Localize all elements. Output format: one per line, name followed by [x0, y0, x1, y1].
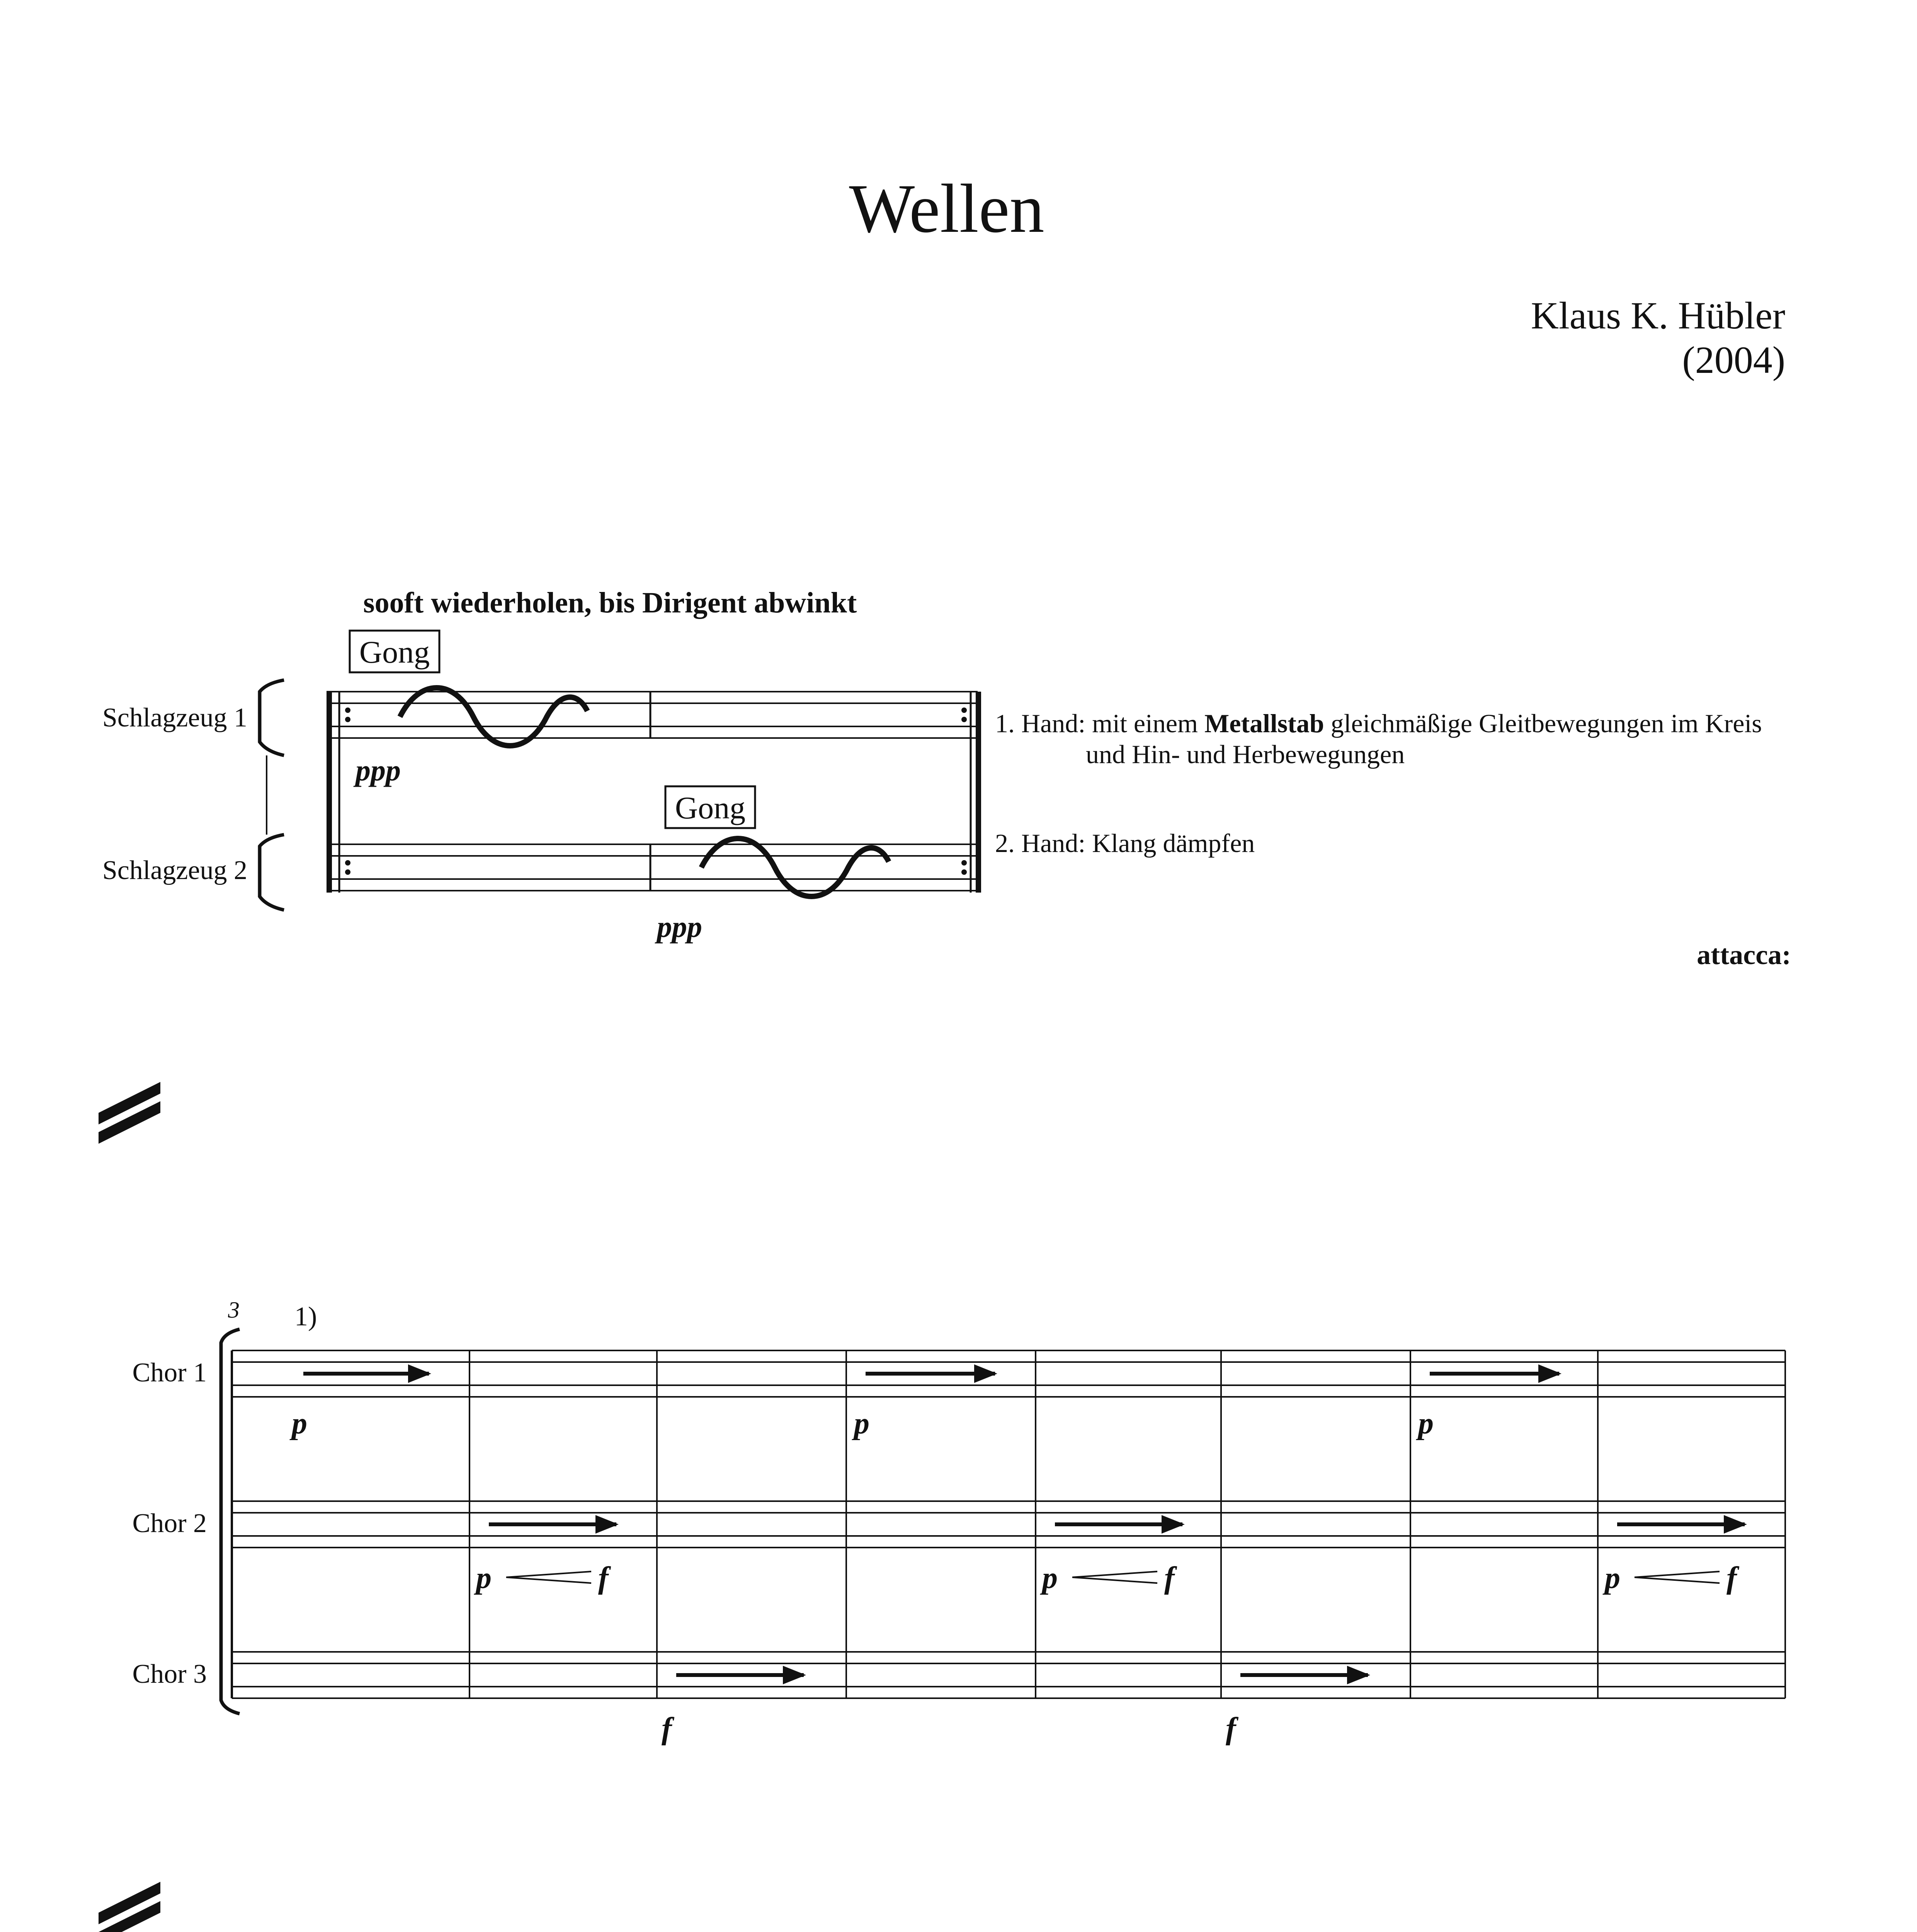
percussion-staff-1: [327, 692, 978, 738]
dynamic-p: p: [292, 1406, 307, 1440]
dynamic-f: f: [1726, 1561, 1737, 1595]
dynamics-system-2: [289, 1406, 1740, 1746]
attacca-label: attacca:: [1697, 939, 1791, 970]
repeat-end-barline: [961, 692, 978, 893]
staff-label-schlagzeug-1: Schlagzeug 1: [102, 703, 247, 733]
measure-number-3: 3: [228, 1297, 240, 1323]
gong-label-2: Gong: [675, 790, 746, 825]
dynamic-ppp-1: ppp: [356, 753, 401, 787]
system-separator-2: [99, 1882, 160, 1932]
dynamic-p: p: [854, 1406, 869, 1440]
crescendo-hairpins-system-2: [506, 1571, 1720, 1583]
system-bracket-2: [260, 835, 284, 910]
dynamic-p: p: [1605, 1561, 1620, 1595]
performance-note-hand-1-cont: und Hin- und Herbewegungen: [1086, 740, 1405, 769]
performance-note-hand-2: 2. Hand: Klang dämpfen: [995, 828, 1255, 858]
repeat-instruction: sooft wiederholen, bis Dirigent abwinkt: [363, 587, 857, 619]
breath-arrows-system-2: [303, 1374, 1745, 1675]
staff-label-chor-2: Chor 2: [132, 1509, 207, 1538]
dynamic-p: p: [1042, 1561, 1058, 1595]
dynamic-p: p: [476, 1561, 492, 1595]
choir-bracket-1: [221, 1329, 240, 1714]
dynamic-ppp-2: ppp: [657, 910, 702, 944]
choir-staff-system-2: [232, 1350, 1785, 1698]
dynamic-f: f: [662, 1712, 672, 1746]
composition-year: (2004): [1682, 338, 1785, 381]
wave-gesture-1: [400, 688, 587, 746]
wave-gesture-2: [701, 838, 889, 896]
system-bracket-1: [260, 680, 284, 755]
staff-label-schlagzeug-2: Schlagzeug 2: [102, 855, 247, 885]
performance-note-hand-1: 1. Hand: mit einem Metallstab gleichmäßige Gleitbewegungen im Kreis: [995, 709, 1762, 738]
footnote-marker-1: 1): [294, 1302, 317, 1332]
dynamic-f: f: [598, 1561, 609, 1595]
gong-label-1: Gong: [359, 634, 430, 670]
dynamic-p: p: [1418, 1406, 1434, 1440]
dynamic-f: f: [1226, 1712, 1236, 1746]
staff-label-chor-3: Chor 3: [132, 1659, 207, 1689]
repeat-start-barline: [329, 692, 350, 893]
composer-name: Klaus K. Hübler: [1531, 294, 1785, 337]
piece-title: Wellen: [849, 170, 1044, 247]
dynamic-f: f: [1164, 1561, 1175, 1595]
system-separator-1: [99, 1082, 160, 1144]
staff-label-chor-1: Chor 1: [132, 1358, 207, 1388]
